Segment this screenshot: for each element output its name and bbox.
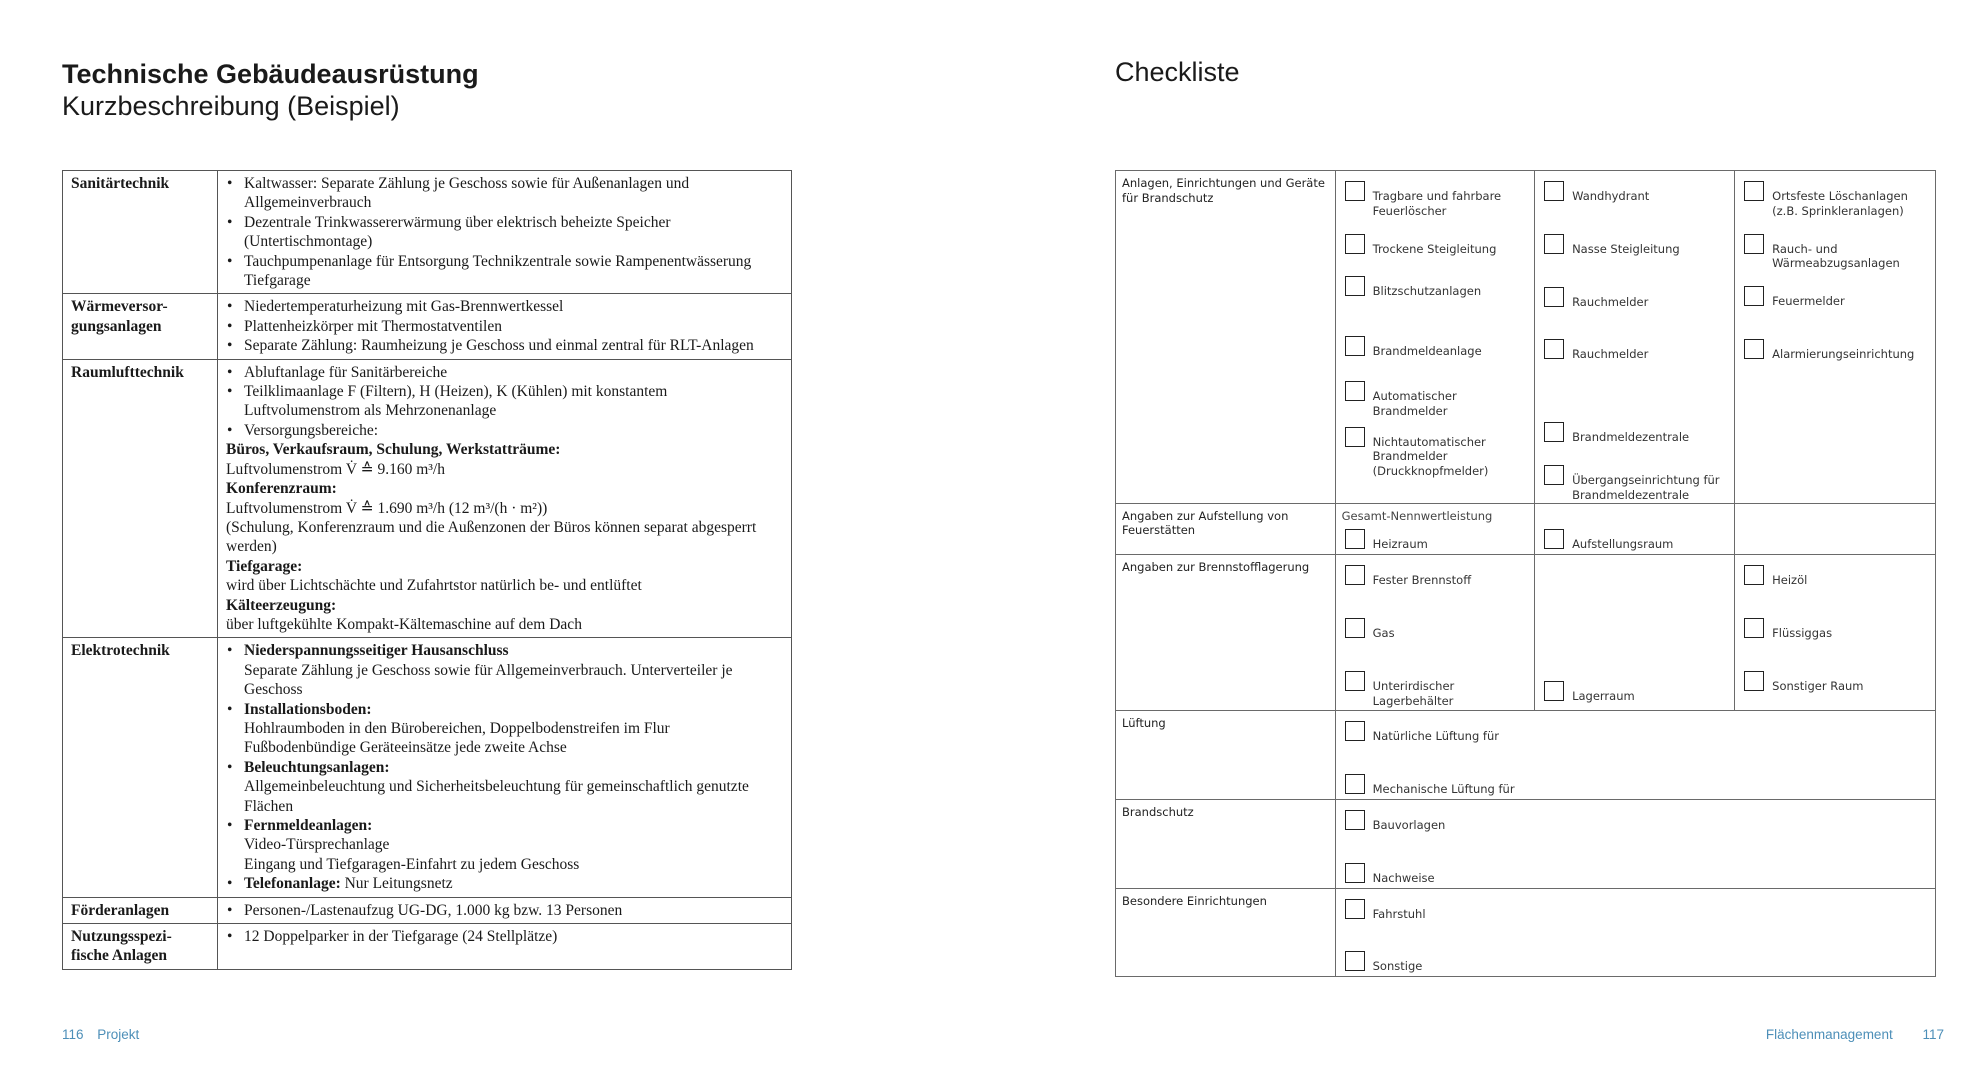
checklist-column — [1735, 171, 1936, 504]
page-title: Technische Gebäudeausrüstung — [62, 59, 479, 89]
list-item: • Niedertemperaturheizung mit Gas-Brennwertkessel — [226, 297, 783, 316]
checklist-column — [1535, 171, 1735, 504]
checklist-column — [1335, 711, 1935, 800]
checklist-item[interactable]: Blitzschutzanlagen — [1336, 276, 1534, 299]
checklist-item[interactable]: Feuermelder — [1735, 286, 1935, 309]
row-content — [218, 359, 792, 638]
checklist-column — [1335, 799, 1935, 888]
list-item — [226, 641, 783, 699]
table-row — [63, 359, 792, 638]
table-row — [63, 924, 792, 970]
checklist-item[interactable]: Fahrstuhl — [1336, 899, 1935, 922]
checkbox[interactable] — [1345, 671, 1365, 691]
table-row — [63, 171, 792, 294]
checklist-item[interactable]: Rauchmelder — [1535, 339, 1734, 362]
category-label: Brandschutz — [1116, 799, 1336, 888]
sub-text: (Schulung, Konferenzraum und die Außenzonen der Büros können separat abgesperrt werden) — [226, 518, 757, 556]
checklist-item[interactable]: Sonstige — [1336, 951, 1935, 974]
checkbox[interactable] — [1345, 774, 1365, 794]
sub-text: Eingang und Tiefgaragen-Einfahrt zu jedem Geschoss — [244, 855, 580, 873]
checklist-item[interactable]: Heizöl — [1735, 565, 1935, 588]
sub-text: Nur Leitungsnetz — [344, 875, 453, 893]
checklist-item[interactable]: Übergangseinrichtung für Brandmeldezentrale — [1535, 465, 1734, 503]
sub-text: Fußbodenbündige Geräteeinsätze jede zweite Achse — [244, 739, 567, 757]
checkbox[interactable] — [1345, 181, 1365, 201]
checkbox[interactable] — [1744, 286, 1764, 306]
table-row — [1116, 711, 1936, 800]
category-label: Lüftung — [1116, 711, 1336, 800]
table-row — [63, 897, 792, 923]
checklist-item[interactable]: Lagerraum — [1535, 681, 1734, 704]
row-content — [218, 897, 792, 923]
checklist-column — [1735, 555, 1936, 711]
table-row — [63, 638, 792, 897]
row-label: Wärmeversor- gungsanlagen — [63, 294, 218, 359]
checkbox[interactable] — [1544, 181, 1564, 201]
checklist-item[interactable]: Rauch- und Wärmeabzugsanlagen — [1735, 234, 1935, 272]
list-item: • Plattenheizkörper mit Thermostatventilen — [226, 317, 783, 336]
section-name: Flächenmanagement — [1765, 1027, 1893, 1042]
list-item: • Dezentrale Trinkwassererwärmung über elektrisch beheizte Speicher (Untertischmontage) — [226, 213, 783, 252]
row-label: Sanitärtechnik — [63, 171, 218, 294]
checklist-item[interactable]: Mechanische Lüftung für — [1336, 774, 1935, 797]
checklist-item[interactable]: Gas — [1336, 618, 1534, 641]
sub-heading: Büros, Verkaufsraum, Schulung, Werkstatträume: — [226, 441, 561, 459]
checkbox[interactable] — [1544, 287, 1564, 307]
building-services-table — [62, 170, 792, 970]
checklist-item[interactable]: Brandmeldeanlage — [1336, 336, 1534, 359]
list-item: • Versorgungsbereiche: — [226, 421, 783, 440]
checkbox[interactable] — [1544, 234, 1564, 254]
checklist-item[interactable]: Trockene Steigleitung — [1336, 234, 1534, 257]
sub-heading: Kälteerzeugung: — [226, 596, 337, 614]
sub-text: Allgemeinbeleuchtung und Sicherheitsbeleuchtung für gemeinschaftlich genutzte Flächen — [244, 778, 749, 815]
checkbox[interactable] — [1544, 339, 1564, 359]
sub-text: Luftvolumenstrom V̇ ≙ 1.690 m³/h (12 m³/(h · m²)) — [226, 499, 548, 517]
row-label: Elektrotechnik — [63, 638, 218, 897]
checkbox[interactable] — [1544, 465, 1564, 485]
sub-heading: Telefonanlage: — [244, 875, 341, 893]
category-label: Anlagen, Einrichtungen und Geräte für Brandschutz — [1116, 171, 1336, 504]
checklist-item[interactable]: Sonstiger Raum — [1735, 671, 1935, 694]
table-row — [1116, 171, 1936, 504]
footer-right — [1740, 1027, 1944, 1042]
checklist-item[interactable]: Brandmeldezentrale — [1535, 422, 1734, 445]
sub-text: wird über Lichtschächte und Zufahrtstor natürlich be- und entlüftet — [226, 577, 642, 595]
checklist-item[interactable]: Nachweise — [1336, 863, 1935, 886]
checklist-item[interactable]: Flüssiggas — [1735, 618, 1935, 641]
checkbox[interactable] — [1345, 529, 1365, 549]
checkbox[interactable] — [1744, 339, 1764, 359]
checklist-item[interactable]: Ortsfeste Löschanlagen (z.B. Sprinkleranlagen) — [1735, 181, 1935, 219]
list-item: • Kaltwasser: Separate Zählung je Geschoss sowie für Außenanlagen und Allgemeinverbrauch — [226, 174, 783, 213]
checkbox[interactable] — [1345, 276, 1365, 296]
checklist-item[interactable]: Nasse Steigleitung — [1535, 234, 1734, 257]
row-label: Raumlufttechnik — [63, 359, 218, 638]
sub-text: Hohlraumboden in den Bürobereichen, Doppelbodenstreifen im Flur — [244, 719, 670, 737]
row-content — [218, 924, 792, 970]
row-label: Nutzungsspezi- fische Anlagen — [63, 924, 218, 970]
checklist-title: Checkliste — [1115, 57, 1240, 87]
checkbox[interactable] — [1744, 181, 1764, 201]
sub-text: Video-Türsprechanlage — [244, 836, 390, 854]
checkbox[interactable] — [1544, 529, 1564, 549]
list-item — [226, 816, 783, 874]
checkbox[interactable] — [1345, 810, 1365, 830]
checklist-column — [1335, 503, 1534, 555]
category-label: Angaben zur Brennstofflagerung — [1116, 555, 1336, 711]
checklist-table — [1115, 170, 1936, 977]
category-label: Angaben zur Aufstellung von Feuerstätten — [1116, 503, 1336, 555]
sub-heading: • Fernmeldeanlagen: — [244, 817, 373, 834]
checklist-column — [1735, 503, 1936, 555]
section-name: Projekt — [97, 1027, 140, 1042]
checklist-item[interactable]: Bauvorlagen — [1336, 810, 1935, 833]
list-item — [226, 758, 783, 816]
page-number: 116 — [62, 1027, 84, 1042]
right-page — [992, 0, 1984, 1086]
table-row — [1116, 555, 1936, 711]
list-item: • 12 Doppelparker in der Tiefgarage (24 Stellplätze) — [226, 927, 783, 946]
footer-left — [62, 1027, 149, 1042]
checklist-column — [1535, 503, 1735, 555]
checklist-column — [1335, 171, 1534, 504]
checklist-column — [1335, 555, 1534, 711]
list-item: • Tauchpumpenanlage für Entsorgung Technikzentrale sowie Rampenentwässerung Tiefgarage — [226, 252, 783, 291]
page-subtitle: Kurzbeschreibung (Beispiel) — [62, 91, 400, 121]
checkbox[interactable] — [1345, 336, 1365, 356]
sub-text: über luftgekühlte Kompakt-Kältemaschine auf dem Dach — [226, 615, 582, 633]
checkbox[interactable] — [1544, 681, 1564, 701]
table-row — [1116, 503, 1936, 555]
checklist-item[interactable]: Automatischer Brandmelder — [1336, 381, 1534, 419]
checklist-item[interactable]: Nichtautomatischer Brandmelder (Druckknopfmelder) — [1336, 427, 1534, 479]
checklist-item[interactable]: Heizraum — [1336, 529, 1534, 552]
checkbox[interactable] — [1744, 671, 1764, 691]
checklist-item[interactable]: Natürliche Lüftung für — [1336, 721, 1935, 744]
page-number: 117 — [1922, 1027, 1944, 1042]
list-item — [226, 700, 783, 758]
list-item: • Teilklimaanlage F (Filtern), H (Heizen), K (Kühlen) mit konstantem Luftvolumenstrom als Mehrzonenanlage — [226, 382, 783, 421]
checklist-item[interactable]: Unterirdischer Lagerbehälter — [1336, 671, 1534, 709]
sub-text: Luftvolumenstrom V̇ ≙ 9.160 m³/h — [226, 460, 445, 478]
checklist-item[interactable]: Fester Brennstoff — [1336, 565, 1534, 588]
checkbox[interactable] — [1744, 618, 1764, 638]
table-row — [63, 294, 792, 359]
sub-heading: • Installationsboden: — [244, 700, 372, 718]
list-item: • Abluftanlage für Sanitärbereiche — [226, 363, 783, 382]
checkbox[interactable] — [1744, 565, 1764, 585]
sub-heading: • Niederspannungsseitiger Hausanschluss — [244, 642, 509, 660]
category-label: Besondere Einrichtungen — [1116, 888, 1336, 977]
checkbox[interactable] — [1345, 863, 1365, 883]
checkbox[interactable] — [1345, 565, 1365, 585]
checkbox[interactable] — [1345, 899, 1365, 919]
checkbox[interactable] — [1345, 618, 1365, 638]
row-label: Förderanlagen — [63, 897, 218, 923]
checkbox[interactable] — [1345, 381, 1365, 401]
checkbox[interactable] — [1345, 427, 1365, 447]
table-row — [1116, 799, 1936, 888]
row-content — [218, 638, 792, 897]
sub-heading: Konferenzraum: — [226, 480, 337, 498]
left-title-block — [62, 58, 479, 122]
checklist-item[interactable]: Wandhydrant — [1535, 181, 1734, 204]
checklist-item[interactable]: Tragbare und fahrbare Feuerlöscher — [1336, 181, 1534, 219]
sub-heading: • Beleuchtungsanlagen: — [244, 758, 390, 776]
checklist-item[interactable]: Rauchmelder — [1535, 287, 1734, 310]
row-content — [218, 294, 792, 359]
sub-heading: Tiefgarage: — [226, 557, 303, 575]
list-item — [226, 874, 783, 893]
row-content — [218, 171, 792, 294]
checkbox[interactable] — [1345, 951, 1365, 971]
checkbox[interactable] — [1544, 422, 1564, 442]
sub-text: Separate Zählung je Geschoss sowie für Allgemeinverbrauch. Unterverteiler je Geschoss — [244, 661, 733, 699]
list-item: • Personen-/Lastenaufzug UG-DG, 1.000 kg bzw. 13 Personen — [226, 901, 783, 920]
checkbox[interactable] — [1345, 721, 1365, 741]
checkbox[interactable] — [1345, 234, 1365, 254]
table-row — [1116, 888, 1936, 977]
checklist-item[interactable]: Aufstellungsraum — [1535, 529, 1734, 552]
checklist-item[interactable]: Alarmierungseinrichtung — [1735, 339, 1935, 362]
field-caption: Gesamt-Nennwertleistung — [1341, 508, 1493, 523]
list-item: • Separate Zählung: Raumheizung je Geschoss und einmal zentral für RLT-Anlagen — [226, 336, 783, 355]
checklist-column — [1335, 888, 1935, 977]
checklist-column — [1535, 555, 1735, 711]
checkbox[interactable] — [1744, 234, 1764, 254]
